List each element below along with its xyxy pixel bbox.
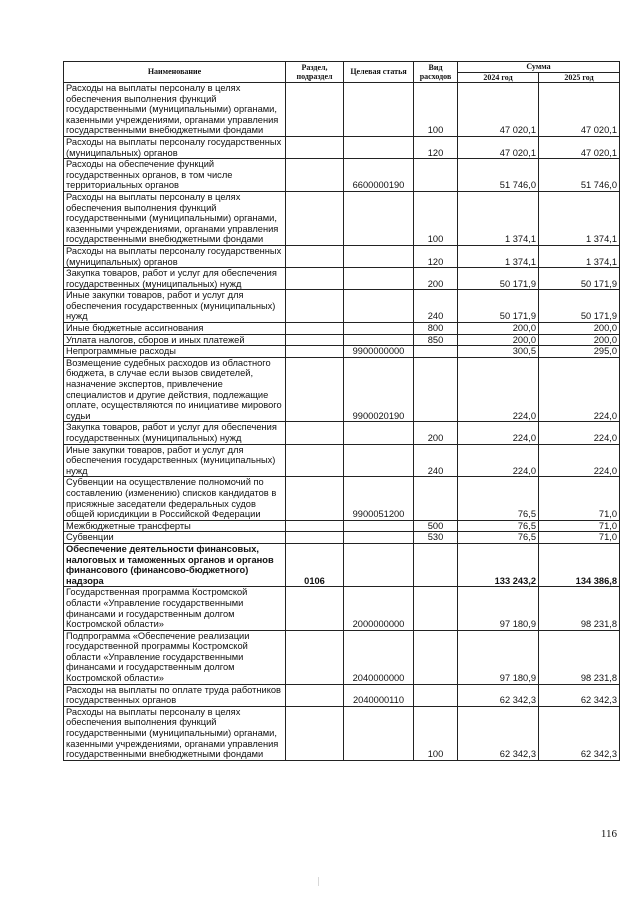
row-section <box>286 532 344 544</box>
row-target-article <box>344 136 414 158</box>
row-sum-2025: 224,0 <box>539 357 620 422</box>
row-sum-2025: 1 374,1 <box>539 191 620 245</box>
row-expense-kind: 100 <box>414 83 458 137</box>
header-target: Целевая статья <box>344 62 414 83</box>
header-year-2024: 2024 год <box>458 72 539 83</box>
row-target-article <box>344 83 414 137</box>
row-sum-2024: 1 374,1 <box>458 191 539 245</box>
row-target-article <box>344 334 414 346</box>
table-row <box>64 245 620 267</box>
header-sum: Сумма <box>458 62 620 73</box>
row-target-article <box>344 268 414 290</box>
row-sum-2024: 47 020,1 <box>458 136 539 158</box>
row-name: Расходы на выплаты персоналу государственных (муниципальных) органов <box>64 136 286 158</box>
row-section <box>286 684 344 706</box>
row-sum-2025: 1 374,1 <box>539 245 620 267</box>
header-name: Наименование <box>64 62 286 83</box>
row-target-article <box>344 706 414 760</box>
table-body <box>64 83 620 761</box>
row-sum-2025: 62 342,3 <box>539 706 620 760</box>
table-row <box>64 520 620 532</box>
table-row <box>64 346 620 358</box>
row-section <box>286 346 344 358</box>
row-target-article: 9900051200 <box>344 477 414 520</box>
row-name: Закупка товаров, работ и услуг для обеспечения государственных (муниципальных) нужд <box>64 422 286 444</box>
row-target-article <box>344 245 414 267</box>
row-expense-kind: 200 <box>414 422 458 444</box>
row-sum-2025: 71,0 <box>539 477 620 520</box>
row-target-article <box>344 422 414 444</box>
row-sum-2025: 47 020,1 <box>539 136 620 158</box>
table-row <box>64 323 620 335</box>
row-sum-2025: 71,0 <box>539 532 620 544</box>
row-name: Расходы на выплаты персоналу в целях обеспечения выполнения функций государственными (муниципальными) органами, казенными учреждениями, органами управления государственными внебюджетными фондами <box>64 191 286 245</box>
row-section <box>286 444 344 477</box>
row-section <box>286 334 344 346</box>
table-row <box>64 290 620 323</box>
budget-table <box>63 61 620 761</box>
table-row <box>64 630 620 684</box>
row-expense-kind <box>414 543 458 586</box>
row-name: Иные бюджетные ассигнования <box>64 323 286 335</box>
row-sum-2025: 98 231,8 <box>539 587 620 630</box>
row-sum-2024: 47 020,1 <box>458 83 539 137</box>
row-section <box>286 323 344 335</box>
row-sum-2024: 76,5 <box>458 520 539 532</box>
row-expense-kind <box>414 357 458 422</box>
row-section <box>286 422 344 444</box>
row-section <box>286 83 344 137</box>
table-row <box>64 357 620 422</box>
row-sum-2025: 47 020,1 <box>539 83 620 137</box>
row-name: Расходы на выплаты персоналу в целях обеспечения выполнения функций государственными (муниципальными) органами, казенными учреждениями, органами управления государственными внебюджетными фондами <box>64 83 286 137</box>
table-row <box>64 334 620 346</box>
row-name: Субвенции <box>64 532 286 544</box>
row-expense-kind <box>414 159 458 192</box>
row-sum-2024: 200,0 <box>458 334 539 346</box>
row-target-article <box>344 290 414 323</box>
table-row <box>64 477 620 520</box>
row-target-article: 2040000000 <box>344 630 414 684</box>
row-target-article <box>344 543 414 586</box>
row-name: Расходы на обеспечение функций государственных органов, в том числе территориальных органов <box>64 159 286 192</box>
row-expense-kind <box>414 477 458 520</box>
row-section <box>286 159 344 192</box>
table-row <box>64 706 620 760</box>
row-section <box>286 587 344 630</box>
row-section <box>286 290 344 323</box>
row-target-article <box>344 323 414 335</box>
row-section <box>286 706 344 760</box>
row-name: Обеспечение деятельности финансовых, налоговых и таможенных органов и органов финансового (финансово-бюджетного) надзора <box>64 543 286 586</box>
row-sum-2024: 51 746,0 <box>458 159 539 192</box>
row-sum-2025: 224,0 <box>539 422 620 444</box>
row-section <box>286 477 344 520</box>
scan-artifact <box>318 877 319 886</box>
row-sum-2025: 50 171,9 <box>539 268 620 290</box>
row-section: 0106 <box>286 543 344 586</box>
row-name: Расходы на выплаты по оплате труда работников государственных органов <box>64 684 286 706</box>
row-sum-2025: 134 386,8 <box>539 543 620 586</box>
row-target-article <box>344 444 414 477</box>
row-expense-kind <box>414 346 458 358</box>
header-section: Раздел, подраздел <box>286 62 344 83</box>
table-row <box>64 684 620 706</box>
table-row <box>64 191 620 245</box>
row-expense-kind: 240 <box>414 444 458 477</box>
row-sum-2024: 1 374,1 <box>458 245 539 267</box>
row-section <box>286 191 344 245</box>
row-target-article: 9900020190 <box>344 357 414 422</box>
row-sum-2024: 200,0 <box>458 323 539 335</box>
row-sum-2024: 133 243,2 <box>458 543 539 586</box>
row-target-article: 6600000190 <box>344 159 414 192</box>
row-name: Возмещение судебных расходов из областного бюджета, в случае если вызов свидетелей, назначение экспертов, привлечение специалистов и другие действия, подлежащие оплате, осуществляются по инициативе мирового судьи <box>64 357 286 422</box>
row-sum-2024: 224,0 <box>458 444 539 477</box>
row-name: Непрограммные расходы <box>64 346 286 358</box>
row-name: Закупка товаров, работ и услуг для обеспечения государственных (муниципальных) нужд <box>64 268 286 290</box>
table-row <box>64 444 620 477</box>
row-expense-kind: 530 <box>414 532 458 544</box>
table-row <box>64 268 620 290</box>
row-name: Иные закупки товаров, работ и услуг для обеспечения государственных (муниципальных) нужд <box>64 444 286 477</box>
table-row <box>64 159 620 192</box>
row-sum-2024: 224,0 <box>458 357 539 422</box>
row-section <box>286 357 344 422</box>
row-expense-kind: 100 <box>414 191 458 245</box>
row-sum-2025: 224,0 <box>539 444 620 477</box>
row-sum-2025: 71,0 <box>539 520 620 532</box>
table-row <box>64 532 620 544</box>
row-section <box>286 136 344 158</box>
row-sum-2024: 62 342,3 <box>458 684 539 706</box>
row-section <box>286 520 344 532</box>
row-name: Субвенции на осуществление полномочий по составлению (изменению) списков кандидатов в присяжные заседатели федеральных судов общей юрисдикции в Российской Федерации <box>64 477 286 520</box>
table-row <box>64 543 620 586</box>
row-sum-2024: 76,5 <box>458 532 539 544</box>
row-target-article: 2000000000 <box>344 587 414 630</box>
row-expense-kind <box>414 587 458 630</box>
row-section <box>286 245 344 267</box>
row-sum-2025: 98 231,8 <box>539 630 620 684</box>
row-section <box>286 630 344 684</box>
page-number: 116 <box>600 828 617 840</box>
row-sum-2025: 295,0 <box>539 346 620 358</box>
row-target-article: 9900000000 <box>344 346 414 358</box>
row-section <box>286 268 344 290</box>
row-expense-kind: 850 <box>414 334 458 346</box>
row-target-article <box>344 191 414 245</box>
row-sum-2024: 300,5 <box>458 346 539 358</box>
table-row <box>64 136 620 158</box>
row-name: Расходы на выплаты персоналу в целях обеспечения выполнения функций государственными (муниципальными) органами, казенными учреждениями, органами управления государственными внебюджетными фондами <box>64 706 286 760</box>
row-name: Государственная программа Костромской области «Управление государственными финансами и государственным долгом Костромской области» <box>64 587 286 630</box>
row-sum-2024: 50 171,9 <box>458 290 539 323</box>
row-expense-kind: 100 <box>414 706 458 760</box>
header-year-2025: 2025 год <box>539 72 620 83</box>
row-sum-2024: 224,0 <box>458 422 539 444</box>
row-sum-2025: 200,0 <box>539 323 620 335</box>
row-expense-kind: 120 <box>414 245 458 267</box>
table-row <box>64 83 620 137</box>
row-expense-kind: 500 <box>414 520 458 532</box>
table-row <box>64 422 620 444</box>
row-name: Подпрограмма «Обеспечение реализации государственной программы Костромской области «Управление государственными финансами и государственным долгом Костромской области» <box>64 630 286 684</box>
row-name: Уплата налогов, сборов и иных платежей <box>64 334 286 346</box>
row-sum-2025: 50 171,9 <box>539 290 620 323</box>
row-target-article <box>344 532 414 544</box>
row-expense-kind: 120 <box>414 136 458 158</box>
row-sum-2025: 51 746,0 <box>539 159 620 192</box>
header-kind: Вид расходов <box>414 62 458 83</box>
row-expense-kind <box>414 630 458 684</box>
row-name: Расходы на выплаты персоналу государственных (муниципальных) органов <box>64 245 286 267</box>
row-sum-2024: 97 180,9 <box>458 587 539 630</box>
row-target-article <box>344 520 414 532</box>
row-sum-2024: 76,5 <box>458 477 539 520</box>
row-sum-2024: 62 342,3 <box>458 706 539 760</box>
row-sum-2024: 97 180,9 <box>458 630 539 684</box>
row-expense-kind: 200 <box>414 268 458 290</box>
row-sum-2025: 200,0 <box>539 334 620 346</box>
row-target-article: 2040000110 <box>344 684 414 706</box>
row-sum-2024: 50 171,9 <box>458 268 539 290</box>
table-row <box>64 587 620 630</box>
row-expense-kind: 240 <box>414 290 458 323</box>
row-expense-kind <box>414 684 458 706</box>
row-expense-kind: 800 <box>414 323 458 335</box>
row-name: Иные закупки товаров, работ и услуг для обеспечения государственных (муниципальных) нужд <box>64 290 286 323</box>
row-sum-2025: 62 342,3 <box>539 684 620 706</box>
row-name: Межбюджетные трансферты <box>64 520 286 532</box>
